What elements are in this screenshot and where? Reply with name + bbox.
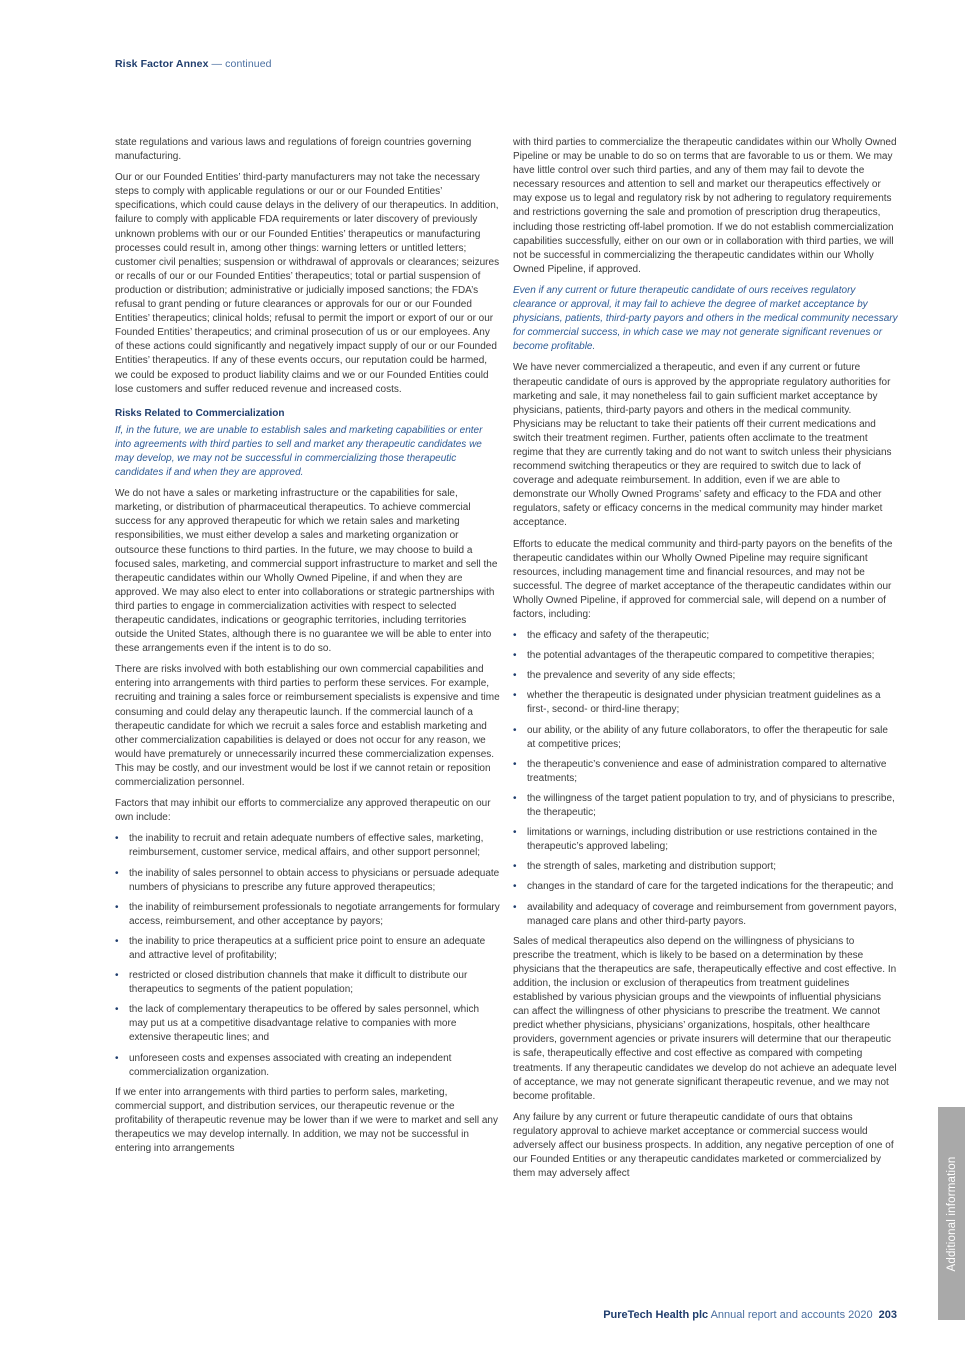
- page-footer: [603, 1309, 897, 1321]
- right-column: [513, 136, 898, 1188]
- left-column: [115, 136, 500, 1163]
- paragraph: There are risks involved with both establishing our own commercial capabilities and entering into arrangements with third parties to perform these services. For example, recruiting and training a sales force or reimbursement specialists is expensive and time consuming and could delay any therapeutic launch. If the commercial launch of a therapeutic candidate for which we recruit a sales force and establish marketing and other commercialization capabilities is delayed or does not occur for any reason, we would have prematurely or unnecessarily incurred these commercialization expenses. This may be costly, and our investment would be lost if we cannot retain or reposition commercialization personnel.: [115, 664, 500, 789]
- report-title: Annual report and accounts 2020: [708, 1309, 873, 1321]
- bullet-icon: •: [115, 833, 119, 845]
- list-item: • unforeseen costs and expenses associated with creating an independent commercialization organization.: [115, 1052, 452, 1078]
- bullet-list: [115, 832, 500, 1079]
- continued-label: — continued: [208, 58, 272, 70]
- section-title: Risk Factor Annex: [115, 58, 209, 70]
- side-tab-label: Additional information: [945, 1156, 958, 1271]
- list-item: • the lack of complementary therapeutics to be offered by sales personnel, which may put us at a competitive disadvantage relative to companies with more extensive therapeutic lines; and: [115, 1004, 480, 1044]
- paragraph: state regulations and various laws and regulations of foreign countries governing manufacturing.: [115, 137, 472, 163]
- bullet-icon: •: [115, 901, 119, 913]
- section-side-tab[interactable]: [938, 1107, 965, 1320]
- bullet-icon: •: [115, 935, 119, 947]
- bullet-icon: •: [115, 1004, 119, 1016]
- bullet-icon: •: [513, 792, 517, 804]
- list-item: • the willingness of the target patient population to try, and of physicians to prescribe, the therapeutic;: [513, 792, 895, 819]
- bullet-icon: •: [115, 970, 119, 982]
- paragraph: Any failure by any current or future therapeutic candidate of ours that obtains regulatory approval to achieve market acceptance or commercial success would adversely affect our business prospects. In addition, any negative perception of one of our Founded Entities or any therapeutic candidates marketed or commercialized by them may adversely affect: [513, 1111, 894, 1180]
- paragraph: We have never commercialized a therapeutic, and even if any current or future therapeutic candidate of ours is approved by the appropriate regulatory authorities for marketing and sale, it may nonetheless fail to gain sufficient market acceptance by physicians, patients, third-party payors and others in the medical community. Physicians may be reluctant to take their patients off their current medications and switch their treatment regimen. Further, patients often acclimate to the treatment regime that they are currently taking and do not want to switch unless their physicians recommend switching therapeutics or they are required to switch due to lack of coverage and adequate reimbursement. In addition, even if we are able to demonstrate our Wholly Owned Programs’ safety and efficacy to the FDA and other regulators, safety or efficacy concerns in the medical community may hinder market acceptance.: [513, 362, 892, 529]
- list-item: • changes in the standard of care for the targeted indications for the therapeutic; and: [513, 880, 898, 894]
- list-item: • the efficacy and safety of the therapeutic;: [513, 629, 898, 643]
- risk-heading: If, in the future, we are unable to establish sales and marketing capabilities or enter into agreements with third parties to sell and market any therapeutic candidates we may develop, we may not be successful in commercializing those therapeutic candidates if and when they are approved.: [115, 424, 483, 479]
- page-number: 203: [878, 1309, 897, 1321]
- bullet-icon: •: [513, 670, 517, 682]
- list-item: • the inability of sales personnel to obtain access to physicians or persuade adequate numbers of physicians to prescribe any future approved therapeutics;: [115, 867, 500, 893]
- subheading: Risks Related to Commercialization: [115, 407, 285, 419]
- bullet-icon: •: [513, 758, 517, 770]
- list-item: • restricted or closed distribution channels that make it difficult to distribute our therapeutics to segments of the patient population;: [115, 970, 468, 996]
- list-item: • availability and adequacy of coverage and reimbursement from government payors, managed care plans and other third-party payors.: [513, 901, 897, 927]
- list-item: • the prevalence and severity of any side effects;: [513, 669, 898, 683]
- bullet-icon: •: [513, 630, 517, 642]
- bullet-icon: •: [115, 1052, 119, 1064]
- paragraph: Efforts to educate the medical community and third-party payors on the benefits of the therapeutic candidates within our Wholly Owned Pipeline may require significant resources, including management time and financial resources, and may not be successful. The degree of market acceptance of the therapeutic candidates within our Wholly Owned Pipeline, if approved for commercial sale, will depend on a number of factors, including:: [513, 538, 893, 620]
- bullet-icon: •: [513, 901, 517, 913]
- bullet-icon: •: [115, 867, 119, 879]
- list-item: • the inability of reimbursement professionals to negotiate arrangements for formulary access, reimbursement, and other acceptance by payors;: [115, 901, 500, 927]
- list-item: • the strength of sales, marketing and distribution support;: [513, 860, 898, 874]
- list-item: • the therapeutic’s convenience and ease of administration compared to alternative treatments;: [513, 758, 887, 784]
- bullet-icon: •: [513, 724, 517, 736]
- paragraph: Sales of medical therapeutics also depend on the willingness of physicians to prescribe the treatment, which is likely to be based on a determination by these physicians that the therapeutics are safe, therapeutically effective and cost effective. In addition, the inclusion or exclusion of therapeutics from treatment guidelines established by various physician groups and the viewpoints of influential physicians can affect the willingness of other physicians to prescribe the treatment. We cannot predict whether physicians, physicians’ organizations, hospitals, other healthcare providers, government agencies or private insurers will determine that our therapeutic is safe, therapeutically effective and cost effective as compared with competing treatments. If any therapeutic candidates we develop do not achieve an adequate level of acceptance, we may not generate significant therapeutic revenue, and we may not become profitable.: [513, 935, 897, 1102]
- bullet-icon: •: [513, 827, 517, 839]
- list-item: • the inability to recruit and retain adequate numbers of effective sales, marketing, reimbursement, customer service, medical affairs, and other support personnel;: [115, 833, 484, 859]
- bullet-icon: •: [513, 861, 517, 873]
- paragraph: with third parties to commercialize the therapeutic candidates within our Wholly Owned Pipeline or may be unable to do so on terms that are favorable to us or them. We may have little control over such third parties, and any of them may fail to devote the necessary resources and attention to sell and market our therapeutics effectively or may expose us to legal and regulatory risk by not adhering to regulatory requirements and restrictions governing the sale and promotion of prescription drug therapeutics, including those restricting off-label promotion. If we do not establish commercialization capabilities successfully, either on our own or in collaboration with third parties, we will not be successful in commercializing the therapeutic candidates within our Wholly Owned Pipeline, if approved.: [513, 137, 897, 275]
- company-name: PureTech Health plc: [603, 1309, 709, 1321]
- bullet-list: [513, 629, 898, 929]
- list-item: • limitations or warnings, including distribution or use restrictions contained in the therapeutic’s approved labeling;: [513, 827, 878, 853]
- list-item: • whether the therapeutic is designated under physician treatment guidelines as a first-, second- or third-line therapy;: [513, 690, 881, 716]
- list-item: • the inability to price therapeutics at a sufficient price point to ensure an adequate and attractive level of profitability;: [115, 935, 486, 961]
- bullet-icon: •: [513, 690, 517, 702]
- paragraph: If we enter into arrangements with third parties to perform sales, marketing, commercial support, and distribution services, our therapeutic revenue or the profitability of therapeutic revenue may be lower than if we were to market and sell any therapeutics we may develop internally. In addition, we may not be successful in entering into arrangements: [115, 1086, 498, 1155]
- paragraph: We do not have a sales or marketing infrastructure or the capabilities for sale, marketing, or distribution of pharmaceutical therapeutics. To achieve commercial success for any approved therapeutic for which we retain sales and marketing responsibilities, we must either develop a sales and marketing organization or outsource these functions to third parties. In the future, we may choose to build a focused sales, marketing, and commercial support infrastructure to market and sell the therapeutic candidates within our Wholly Owned Pipeline, if and when they are approved. We may also elect to enter into collaborations or strategic partnerships with third parties to engage in commercialization activities with respect to selected therapeutic candidates, indications or geographic territories, including territories outside the United States, although there is no guarantee we will be able to enter into these arrangements even if the intent is to do so.: [115, 488, 498, 655]
- running-header: [115, 58, 272, 70]
- paragraph: Our or our Founded Entities’ third-party manufacturers may not take the necessary steps to comply with applicable regulations or our or our Founded Entities’ specifications, which could cause delays in the delivery of our therapeutics. In addition, failure to comply with applicable FDA requirements or later discovery of previously unknown problems with our or our Founded Entities’ therapeutics or manufacturing processes could result in, among other things: warning letters or untitled letters; customer civil penalties; suspension or withdrawal of approvals or clearances; seizures or recalls of our or our Founded Entities’ therapeutics; total or partial suspension of production or distribution; administrative or judicially imposed sanctions; the FDA’s refusal to grant pending or future clearances or approvals for our or our Founded Entities’ therapeutics; clinical holds; refusal to permit the import or export of our or our Founded Entities’ therapeutics; and criminal prosecution of us or our employees. Any of these actions could significantly and negatively impact supply of our or our Founded Entities’ therapeutics. If any of these events occurs, our reputation could be harmed, we could be exposed to product liability claims and we or our Founded Entities could lose customers and suffer reduced revenue and increased costs.: [115, 172, 500, 395]
- list-item: • the potential advantages of the therapeutic compared to competitive therapies;: [513, 649, 898, 663]
- paragraph: Factors that may inhibit our efforts to commercialize any approved therapeutic on our own include:: [115, 798, 491, 824]
- risk-heading: Even if any current or future therapeutic candidate of ours receives regulatory clearance or approval, it may fail to achieve the degree of market acceptance by physicians, patients, third-party payors and others in the medical community necessary for commercial success, in which case we may not generate significant revenues or become profitable.: [513, 284, 898, 353]
- list-item: • our ability, or the ability of any future collaborators, to offer the therapeutic for sale at competitive prices;: [513, 724, 888, 750]
- bullet-icon: •: [513, 881, 517, 893]
- bullet-icon: •: [513, 650, 517, 662]
